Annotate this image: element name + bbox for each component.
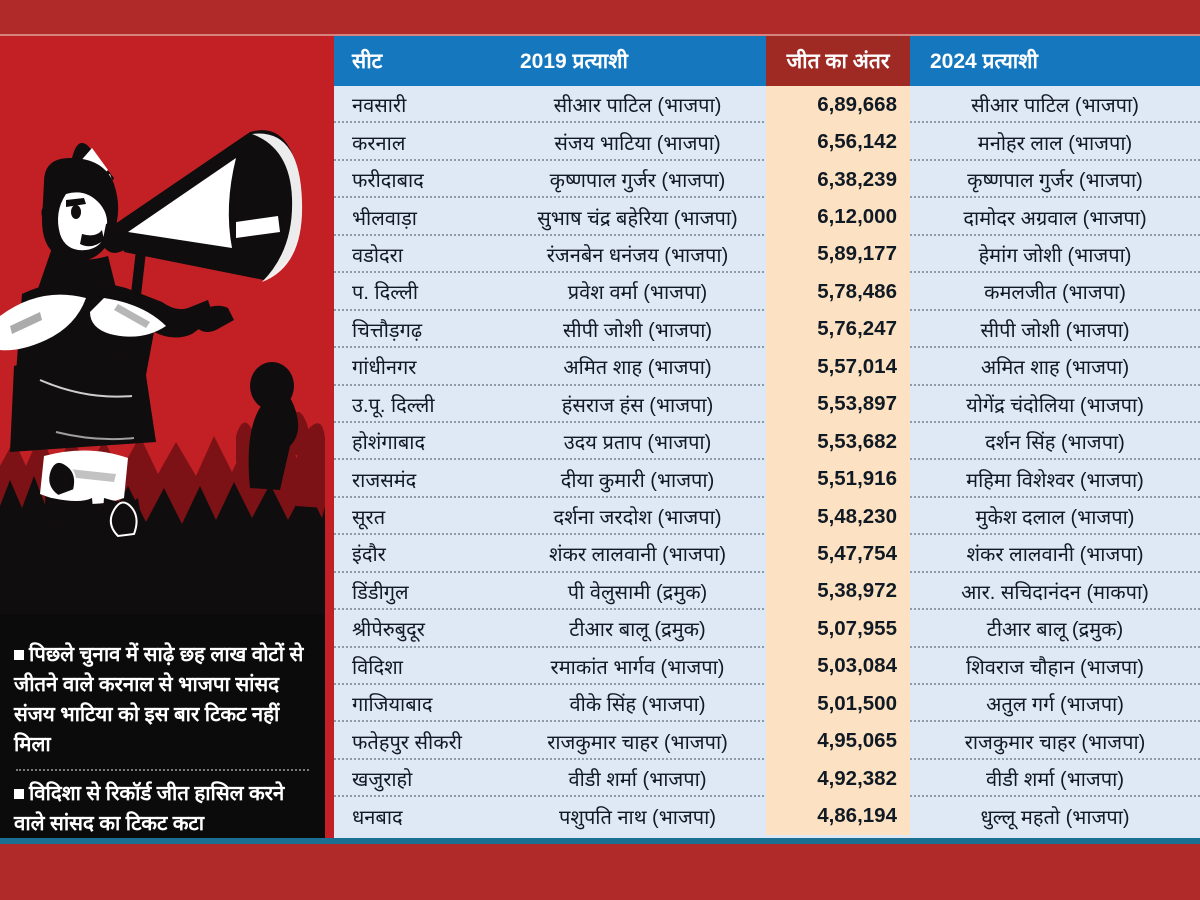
cell-candidate-2024: टीआर बालू (द्रमुक) <box>986 619 1124 642</box>
cell-victory-margin: 5,57,014 <box>766 348 910 385</box>
cell-seat: होशंगाबाद <box>352 432 426 455</box>
cell-candidate-2024: योगेंद्र चंदोलिया (भाजपा) <box>966 394 1144 417</box>
table-row <box>325 797 1200 834</box>
cell-seat: फतेहपुर सीकरी <box>352 731 462 754</box>
bottom-red-band <box>0 844 1200 900</box>
cell-candidate-2019: कृष्णपाल गुर्जर (भाजपा) <box>549 170 726 193</box>
cell-candidate-2019: पशुपति नाथ (भाजपा) <box>558 806 716 829</box>
cell-seat: उ.पू. दिल्ली <box>352 394 435 417</box>
cell-candidate-2019: पी वेलुसामी (द्रमुक) <box>567 581 708 604</box>
cell-victory-margin: 6,56,142 <box>766 123 910 160</box>
cell-seat: करनाल <box>352 132 406 155</box>
cell-candidate-2019: सीआर पाटिल (भाजपा) <box>553 95 722 118</box>
cell-victory-margin: 4,86,194 <box>766 797 910 834</box>
cell-candidate-2019: अमित शाह (भाजपा) <box>563 357 712 380</box>
table-row <box>325 460 1200 497</box>
table-left-red-stripe <box>325 36 334 838</box>
cell-victory-margin: 6,38,239 <box>766 161 910 198</box>
cell-victory-margin: 5,53,682 <box>766 423 910 460</box>
column-header-margin: जीत का अंतर <box>766 36 910 86</box>
cell-victory-margin: 5,47,754 <box>766 535 910 572</box>
cell-candidate-2019: सुभाष चंद्र बहेरिया (भाजपा) <box>537 207 738 230</box>
results-table <box>325 36 1200 838</box>
column-header-2024: 2024 प्रत्याशी <box>910 36 1200 86</box>
cell-candidate-2019: संजय भाटिया (भाजपा) <box>554 132 721 155</box>
table-row <box>325 648 1200 685</box>
table-row <box>325 348 1200 385</box>
cell-candidate-2024: कमलजीत (भाजपा) <box>984 282 1126 305</box>
table-row <box>325 498 1200 535</box>
cell-victory-margin: 5,51,916 <box>766 460 910 497</box>
cell-candidate-2024: सीआर पाटिल (भाजपा) <box>971 95 1139 118</box>
cell-candidate-2024: हेमांग जोशी (भाजपा) <box>978 244 1132 267</box>
cell-seat: नवसारी <box>352 95 407 118</box>
cell-candidate-2024: महिमा विशेश्वर (भाजपा) <box>966 469 1144 492</box>
cell-candidate-2019: प्रवेश वर्मा (भाजपा) <box>567 282 708 305</box>
table-row <box>325 573 1200 610</box>
cell-candidate-2019: रमाकांत भार्गव (भाजपा) <box>550 656 725 679</box>
table-row <box>325 423 1200 460</box>
cell-candidate-2024: अतुल गर्ग (भाजपा) <box>986 694 1124 717</box>
cell-victory-margin: 5,01,500 <box>766 685 910 722</box>
cell-candidate-2019: टीआर बालू (द्रमुक) <box>569 619 706 642</box>
callout-note-1-text: पिछले चुनाव में साढ़े छह लाख वोटों से जीतने वाले करनाल से भाजपा सांसद संजय भाटिया को इस बार टिकट नहीं मिला <box>14 643 304 756</box>
cell-seat: सूरत <box>352 507 386 530</box>
cell-victory-margin: 4,95,065 <box>766 722 910 759</box>
cell-candidate-2019: दीया कुमारी (भाजपा) <box>560 469 715 492</box>
cell-victory-margin: 6,89,668 <box>766 86 910 123</box>
cell-candidate-2024: दामोदर अग्रवाल (भाजपा) <box>963 207 1147 230</box>
cell-candidate-2019: वीडी शर्मा (भाजपा) <box>568 769 707 792</box>
cell-seat: प. दिल्ली <box>352 282 419 305</box>
cell-seat: इंदौर <box>352 544 386 567</box>
table-row <box>325 236 1200 273</box>
cell-victory-margin: 5,48,230 <box>766 498 910 535</box>
callout-note-2 <box>14 779 311 838</box>
callout-note-2-text: विदिशा से रिकॉर्ड जीत हासिल करने वाले सांसद का टिकट कटा <box>14 782 285 835</box>
cell-candidate-2019: वीके सिंह (भाजपा) <box>569 694 706 717</box>
cell-candidate-2019: दर्शना जरदोश (भाजपा) <box>553 507 722 530</box>
square-bullet-icon <box>14 650 24 660</box>
cell-seat: धनबाद <box>352 806 403 829</box>
callout-note-1 <box>14 640 311 760</box>
table-row <box>325 123 1200 160</box>
cell-candidate-2024: आर. सचिदानंदन (माकपा) <box>961 581 1149 604</box>
cell-candidate-2024: दर्शन सिंह (भाजपा) <box>985 432 1125 455</box>
cell-victory-margin: 5,03,084 <box>766 648 910 685</box>
table-row <box>325 760 1200 797</box>
cell-victory-margin: 5,76,247 <box>766 311 910 348</box>
cell-candidate-2024: सीपी जोशी (भाजपा) <box>980 319 1130 342</box>
cell-victory-margin: 5,78,486 <box>766 273 910 310</box>
callout-divider <box>16 769 309 771</box>
cell-candidate-2024: शंकर लालवानी (भाजपा) <box>966 544 1144 567</box>
table-row <box>325 722 1200 759</box>
callout-box <box>0 614 325 838</box>
cell-candidate-2019: सीपी जोशी (भाजपा) <box>562 319 713 342</box>
table-header-row <box>325 36 1200 86</box>
cell-candidate-2024: शिवराज चौहान (भाजपा) <box>966 656 1144 679</box>
cell-seat: फरीदाबाद <box>352 170 424 193</box>
cell-seat: भीलवाड़ा <box>352 207 417 230</box>
table-row <box>325 311 1200 348</box>
cell-seat: डिंडीगुल <box>352 581 409 604</box>
cell-victory-margin: 5,38,972 <box>766 573 910 610</box>
cell-seat: राजसमंद <box>352 469 417 492</box>
cell-seat: खजुराहो <box>352 769 413 792</box>
cell-victory-margin: 5,07,955 <box>766 610 910 647</box>
cell-seat: वडोदरा <box>352 244 403 267</box>
cell-seat: चित्तौड़गढ़ <box>352 319 423 342</box>
top-red-band <box>0 0 1200 36</box>
column-header-2019: 2019 प्रत्याशी <box>509 36 766 86</box>
cell-candidate-2019: राजकुमार चाहर (भाजपा) <box>547 731 728 754</box>
table-body <box>325 86 1200 835</box>
table-row <box>325 161 1200 198</box>
cell-candidate-2019: रंजनबेन धनंजय (भाजपा) <box>546 244 729 267</box>
cell-candidate-2024: धुल्लू महतो (भाजपा) <box>980 806 1130 829</box>
cell-victory-margin: 6,12,000 <box>766 198 910 235</box>
table-row <box>325 685 1200 722</box>
table-row <box>325 610 1200 647</box>
cell-victory-margin: 5,53,897 <box>766 386 910 423</box>
square-bullet-icon <box>14 789 24 799</box>
cell-victory-margin: 5,89,177 <box>766 236 910 273</box>
cell-victory-margin: 4,92,382 <box>766 760 910 797</box>
cell-candidate-2019: हंसराज हंस (भाजपा) <box>561 394 714 417</box>
cell-seat: विदिशा <box>352 656 403 679</box>
cell-candidate-2024: राजकुमार चाहर (भाजपा) <box>964 731 1146 754</box>
left-panel <box>0 36 325 838</box>
table-row <box>325 535 1200 572</box>
table-row <box>325 198 1200 235</box>
table-row <box>325 386 1200 423</box>
cell-candidate-2024: वीडी शर्मा (भाजपा) <box>986 769 1124 792</box>
cell-candidate-2024: कृष्णपाल गुर्जर (भाजपा) <box>967 170 1143 193</box>
cell-candidate-2019: उदय प्रताप (भाजपा) <box>563 432 712 455</box>
cell-seat: गांधीनगर <box>352 357 417 380</box>
cell-seat: गाजियाबाद <box>352 694 433 717</box>
cell-candidate-2024: मनोहर लाल (भाजपा) <box>977 132 1133 155</box>
cell-seat: श्रीपेरुबुदूर <box>352 619 425 642</box>
cell-candidate-2024: अमित शाह (भाजपा) <box>980 357 1130 380</box>
table-row <box>325 86 1200 123</box>
cell-candidate-2024: मुकेश दलाल (भाजपा) <box>975 507 1135 530</box>
man-with-megaphone-protest-illustration <box>0 36 325 614</box>
table-row <box>325 273 1200 310</box>
column-header-seat: सीट <box>334 36 509 86</box>
cell-candidate-2019: शंकर लालवानी (भाजपा) <box>548 544 727 567</box>
